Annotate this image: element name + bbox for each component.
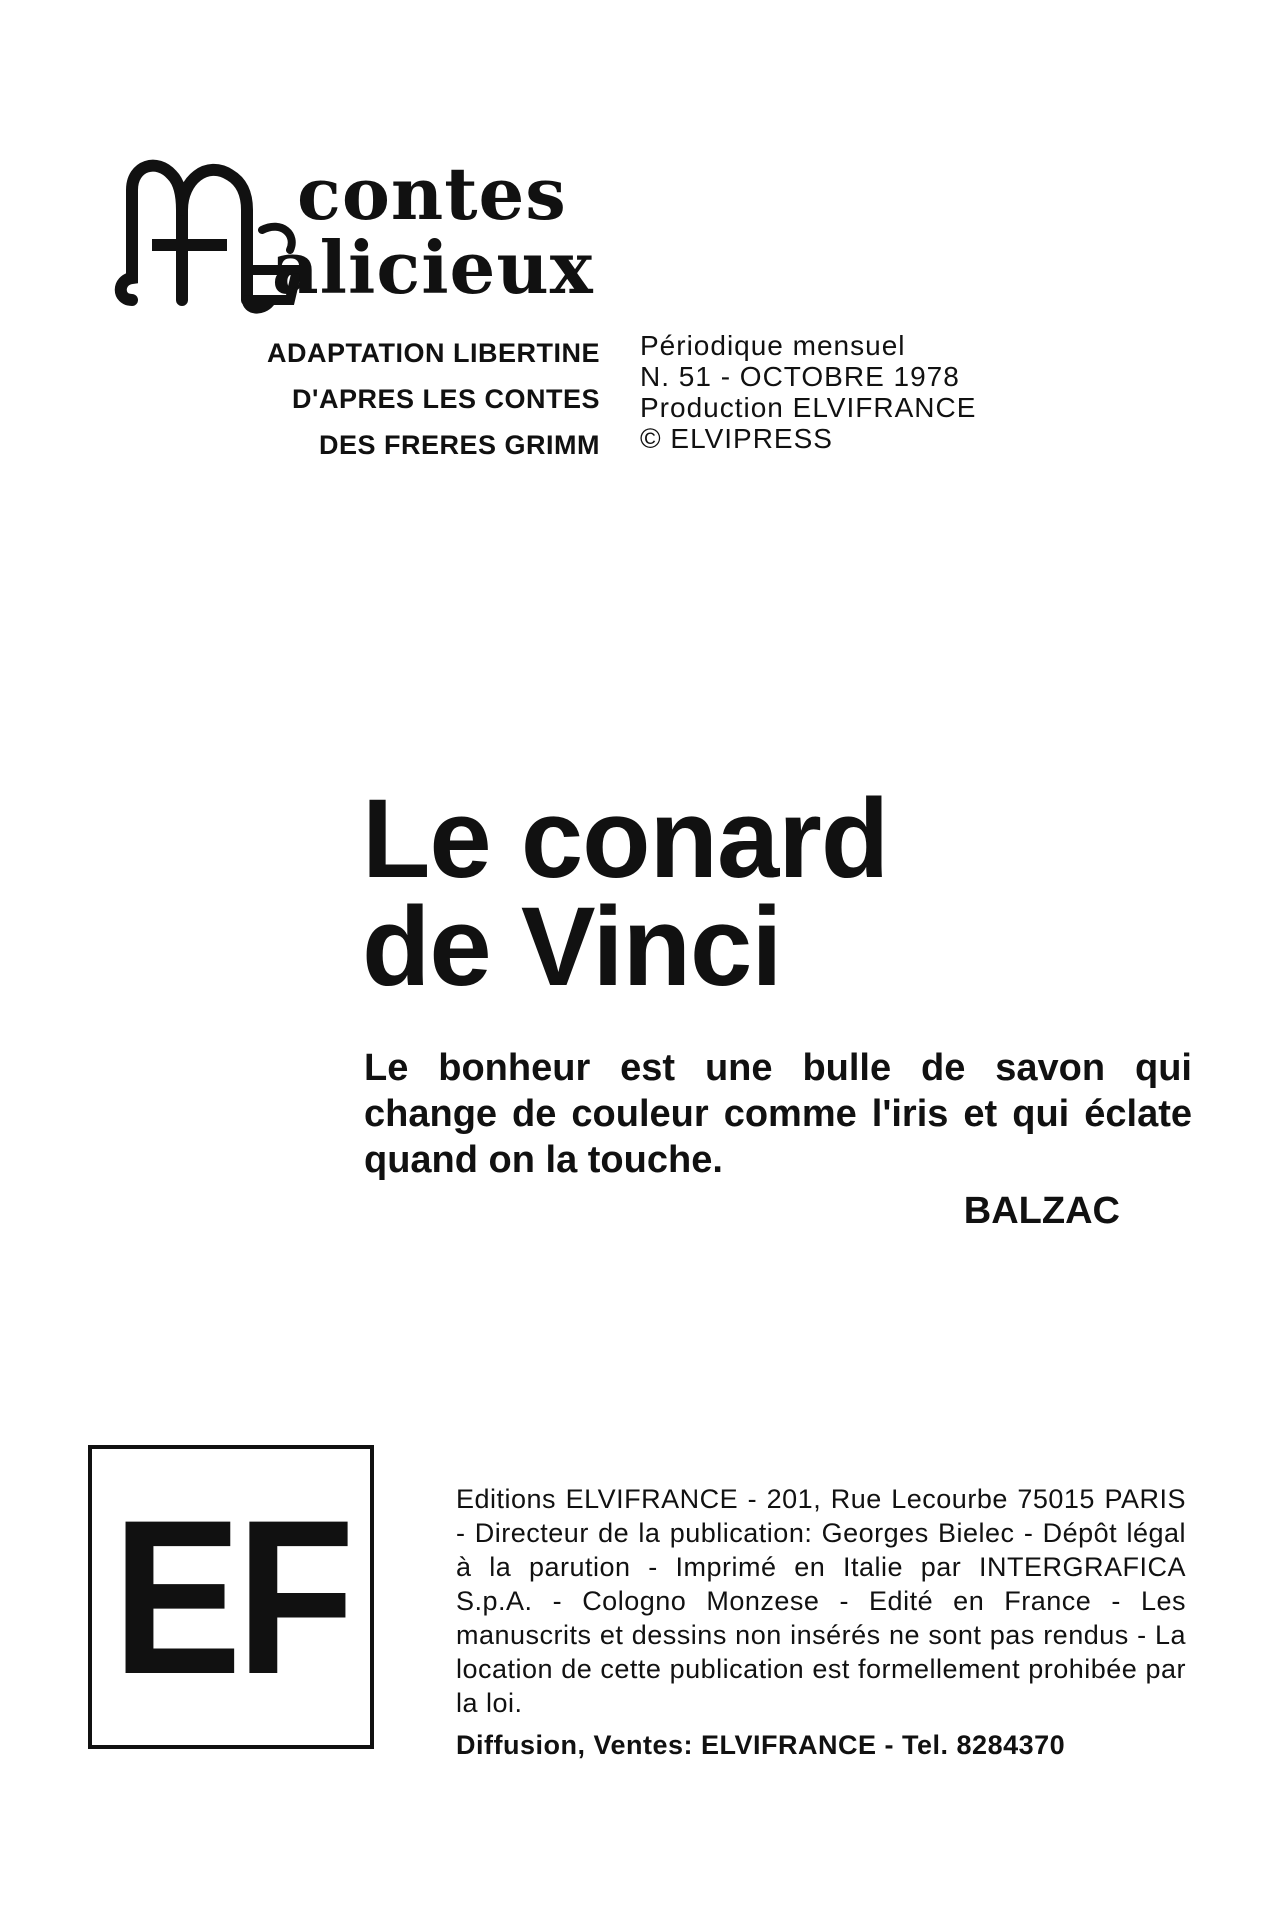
logo-word-contes: contes — [297, 151, 567, 236]
logo-word-malicieux: alicieux — [272, 225, 594, 310]
series-subtitle — [190, 330, 600, 468]
subtitle-line: D'APRES LES CONTES — [292, 384, 600, 414]
distribution-contact: Diffusion, Ventes: ELVIFRANCE - Tel. 8284370 — [456, 1730, 1066, 1760]
masthead-logo — [112, 150, 607, 320]
pubinfo-issue: N. 51 - OCTOBRE 1978 — [640, 361, 960, 392]
title-line: de Vinci — [362, 884, 782, 1009]
title-line: Le conard — [362, 776, 889, 901]
pubinfo-production: Production ELVIFRANCE — [640, 392, 977, 423]
subtitle-line: ADAPTATION LIBERTINE — [267, 338, 600, 368]
publisher-legal-notice: Editions ELVIFRANCE - 201, Rue Lecourbe 75015 PARIS - Directeur de la publication: Georges Bielec - Dépôt légal à la parution - Imprimé en Italie par INTERGRAFICA S.p.A. - Cologno Monzese - Edité en France - Les manuscrits et dessins non insérés ne sont pas rendus - La location de cette publication est formellement prohibée par la loi. — [456, 1484, 1186, 1718]
epigraph-quote: Le bonheur est une bulle de savon qui change de couleur comme l'iris et qui éclate quand on la touche. — [364, 1047, 1192, 1181]
pubinfo-copyright: © ELVIPRESS — [640, 423, 833, 454]
story-title — [362, 776, 1162, 1009]
publisher-logo-text: EF — [112, 1474, 350, 1720]
pubinfo-frequency: Périodique mensuel — [640, 330, 906, 361]
publication-info — [640, 330, 1040, 454]
subtitle-line: DES FRERES GRIMM — [318, 430, 600, 460]
epigraph-author: BALZAC — [963, 1190, 1120, 1232]
publisher-logo-box — [88, 1445, 374, 1749]
